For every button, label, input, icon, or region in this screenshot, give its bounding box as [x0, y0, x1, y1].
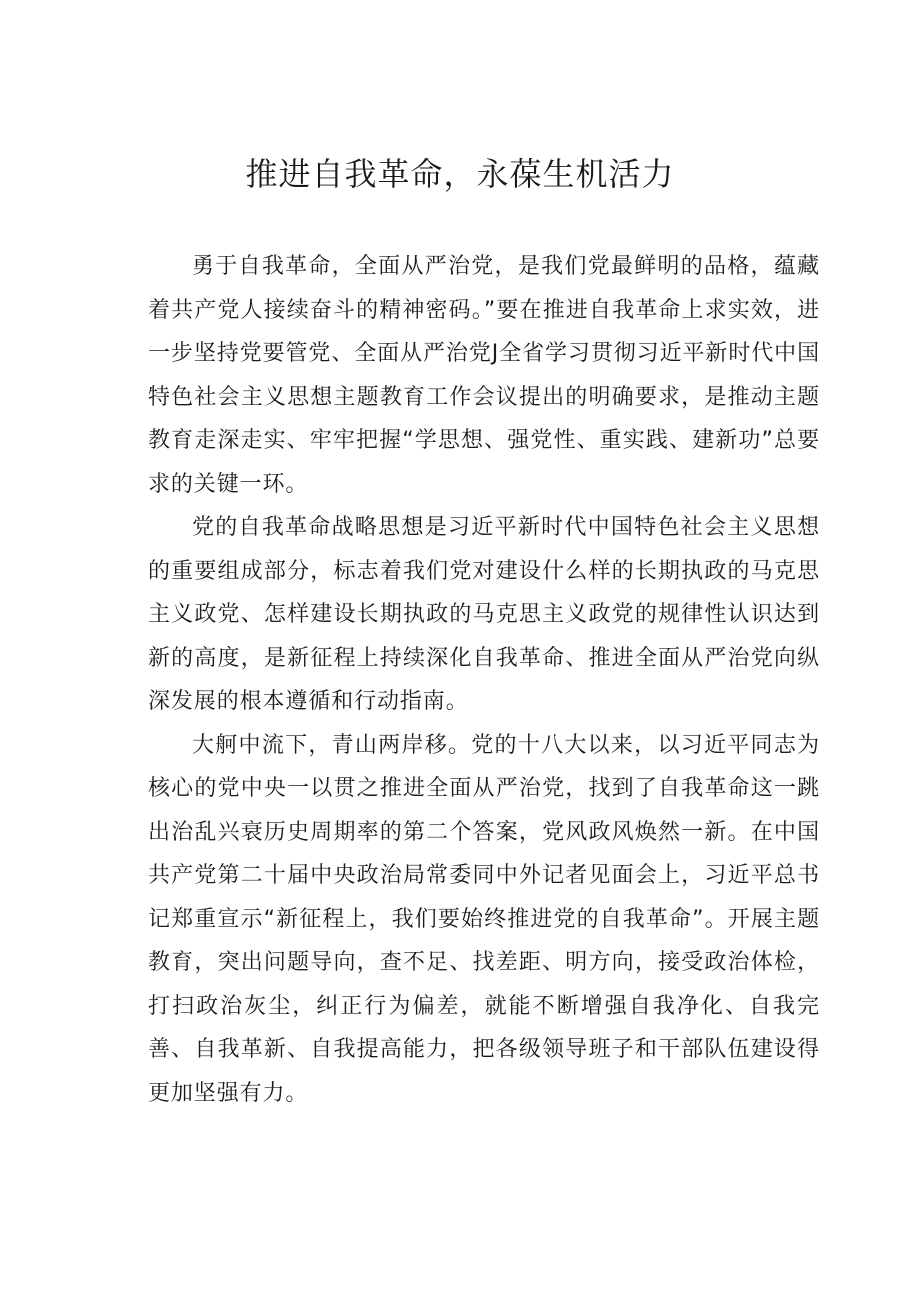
paragraph-3: 大舸中流下，青山两岸移。党的十八大以来，以习近平同志为核心的党中央一以贯之推进全面从严治党，找到了自我革命这一跳出治乱兴衰历史周期率的第二个答案，党风政风焕然一新。在中国共产党第二十届中央政治局常委同中外记者见面会上，习近平总书记郑重宣示“新征程上，我们要始终推进党的自我革命”。开展主题教育，突出问题导向，查不足、找差距、明方向，接受政治体检，打扫政治灰尘，纠正行为偏差，就能不断增强自我净化、自我完善、自我革新、自我提高能力，把各级领导班子和干部队伍建设得更加坚强有力。 — [148, 732, 820, 1106]
document-title: 推进自我革命，永葆生机活力 — [245, 155, 675, 193]
paragraph-1: 勇于自我革命，全面从严治党，是我们党最鲜明的品格，蕴藏着共产党人接续奋斗的精神密码。”要在推进自我革命上求实效，进一步坚持党要管党、全面从严治党J全省学习贯彻习近平新时代中国特色社会主义思想主题教育工作会议提出的明确要求，是推动主题教育走深走实、牢牢把握“学思想、强党性、重实践、建新功”总要求的关键一环。 — [148, 254, 820, 497]
paragraph-2: 党的自我革命战略思想是习近平新时代中国特色社会主义思想的重要组成部分，标志着我们党对建设什么样的长期执政的马克思主义政党、怎样建设长期执政的马克思主义政党的规律性认识达到新的高度，是新征程上持续深化自我革命、推进全面从严治党向纵深发展的根本遵循和行动指南。 — [148, 515, 820, 714]
document-body — [148, 245, 820, 1115]
